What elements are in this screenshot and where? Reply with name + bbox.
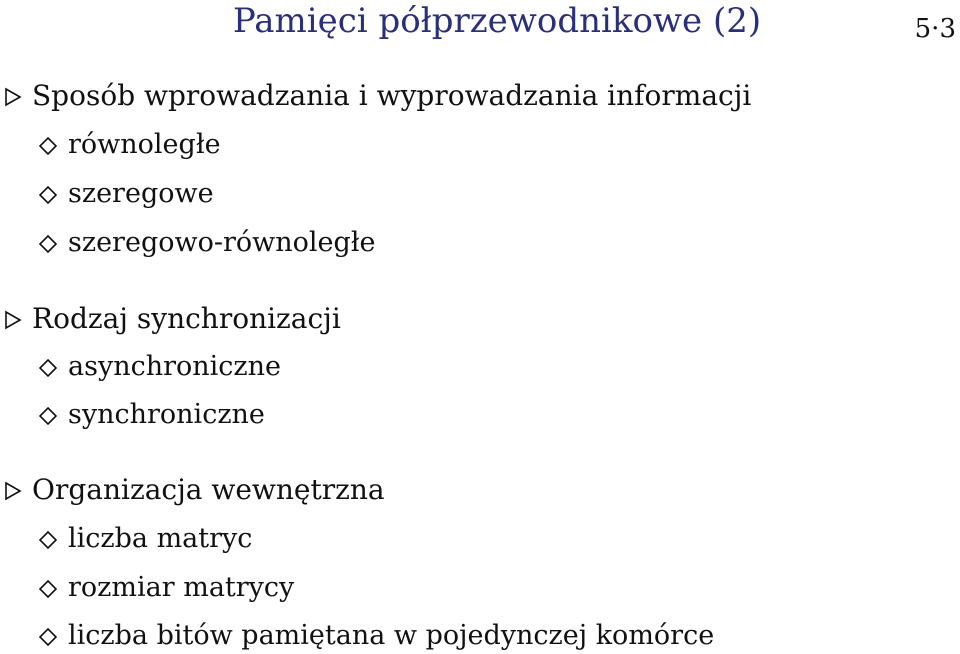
list-item: synchroniczne [68, 399, 265, 430]
list-item: szeregowo-równoległe [68, 227, 376, 258]
page-number: 5·3 [914, 14, 956, 44]
diamond-bullet-icon [38, 234, 58, 254]
triangle-bullet-icon [4, 87, 22, 107]
list-item: równoległe [68, 129, 221, 160]
section-heading-organization: Organizacja wewnętrzna [32, 473, 385, 506]
section-heading-io: Sposób wprowadzania i wyprowadzania informacji [32, 79, 752, 112]
diamond-bullet-icon [38, 627, 58, 647]
triangle-bullet-icon [4, 310, 22, 330]
list-item: liczba bitów pamiętana w pojedynczej komórce [68, 620, 715, 651]
diamond-bullet-icon [38, 136, 58, 156]
diamond-bullet-icon [38, 530, 58, 550]
triangle-bullet-icon [4, 481, 22, 501]
list-item: liczba matryc [68, 523, 253, 554]
diamond-bullet-icon [38, 185, 58, 205]
list-item: rozmiar matrycy [68, 572, 295, 603]
diamond-bullet-icon [38, 406, 58, 426]
list-item: asynchroniczne [68, 351, 282, 382]
page-title: Pamięci półprzewodnikowe (2) [232, 1, 762, 41]
list-item: szeregowe [68, 178, 214, 209]
section-heading-sync: Rodzaj synchronizacji [32, 302, 341, 335]
diamond-bullet-icon [38, 358, 58, 378]
diamond-bullet-icon [38, 579, 58, 599]
